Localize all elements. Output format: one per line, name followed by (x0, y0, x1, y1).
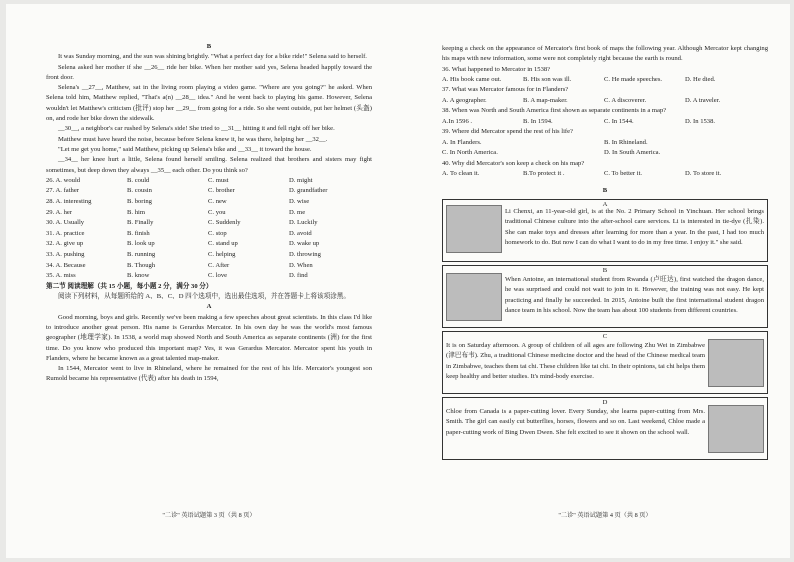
option-row: C. In North America. D. In South America. (442, 149, 661, 157)
photo-tai-chi (708, 339, 764, 387)
box-label: B (602, 266, 608, 274)
question-text: 36. What happened to Mercator in 1538? (442, 65, 551, 73)
passage-paragraph: Matthew must have heard the noise, because before Selena knew it, he was there, helping her __32__. (58, 135, 328, 143)
passage-continuation: keeping a check on the appearance of Mercator's first book of maps the following year. Although Mercator kept changing his maps with new information, some were not completely right because the earth is round. (442, 45, 768, 63)
exam-sheet (6, 4, 790, 558)
box-text: It is on Saturday afternoon. A group of children of all ages are following Zhu Wei in Zimbabwe (津巴布韦). Zhu, a traditional Chinese medicine doctor and the head of the Chinese medical team in Zimbabwe, teaches them tai chi. These children like tai chi. In their opinions, tai chi helps them keep healthy and better studies. It's mind-body exercise. (446, 341, 705, 380)
right-page (442, 4, 768, 519)
page-footer: "二诊" 英语试题第 4 页（共 8 页） (558, 512, 652, 519)
option-row: A. To clean it. B.To protect it . C. To better it. D. To store it. (442, 170, 722, 178)
question-text: 40. Why did Mercator's son keep a check on his map? (442, 159, 585, 167)
left-page (46, 4, 372, 519)
option-row: A. In Flanders. B. In Rhineland. (442, 138, 648, 146)
passage-paragraph: "Let me get you home," said Matthew, picking up Selena's bike and __33__ it toward the house. (58, 145, 312, 153)
passage-paragraph: Selena's __27__, Matthew, sat in the living room playing a video game. "Where are you going?" he asked. When Selena told him, Matthew replied, "That's a(n) __28__ idea." And he went back to playing his game. However, Selena wouldn't let Matthew's criticism (批评) stop her __29__ from going for a ride. So she went outside, put her helmet (头盔) on, and rode her bike down the sidewalk. (46, 84, 372, 123)
option-row: 29. A. her B. him C. you D. me (46, 208, 306, 216)
option-row: 34. A. Because B. Though C. After D. When (46, 261, 313, 269)
photo-dragon-dance (446, 273, 502, 321)
reading-box-c (442, 331, 768, 394)
reading-paragraph: Good morning, boys and girls. Recently we've been making a few speeches about great scientists. In this class I'd like to introduce another great person. His name is Gerardus Mercator. In his own day he was the world's most famous geographer (地理学家). In 1538, a world map showed North and South America as separate continents (洲) for the first time. Do you know who produced this important map? Yes, it was Gerardus Mercator. Mercator spent his youth in Flanders, where he became known as a great talented map-maker. (46, 313, 372, 362)
option-row: 32. A. give up B. look up C. stand up D. wake up (46, 240, 320, 248)
box-text: When Antoine, an international student from Rwanda (卢旺达), first watched the dragon dance, he was surprised and could not wait to join in it. However, the training was not easy. He kept practicing and finally he succeeded. In 2015, Antoine built the first international student dragon dance team in his school. Now the team has about 100 students from different countries. (505, 275, 764, 314)
option-row: 35. A. miss B. know C. love D. find (46, 272, 308, 280)
option-row: A.In 1596 . B. In 1594. C. In 1544. D. In 1538. (442, 117, 716, 125)
cloze-options (46, 176, 372, 282)
option-row: 30. A. Usually B. Finally C. Suddenly D. Luckily (46, 219, 318, 227)
section-heading-a: A (206, 303, 212, 311)
reading-paragraph: In 1544, Mercator went to live in Rhineland, where he remained for the rest of his life. Mercator's youngest son Rumold became his representative (代表) after his death in 1594, (46, 365, 372, 383)
passage-paragraph: __30__, a neighbor's car rushed by Selena's side! She tried to __31__ hitting it and fell right off her bike. (58, 125, 335, 133)
option-row: 33. A. pushing B. running C. helping D. throwing (46, 251, 321, 259)
question-text: 37. What was Mercator famous for in Flanders? (442, 86, 569, 94)
reading-box-d (442, 397, 768, 460)
box-label: A (602, 200, 608, 208)
option-row: 28. A. interesting B. boring C. new D. wise (46, 198, 310, 206)
option-row: A. His book came out. B. His son was ill. C. He made speeches. D. He died. (442, 75, 716, 83)
part-heading: 第二节 阅读理解（共 15 小题，每小题 2 分，满分 30 分） (46, 282, 213, 290)
page-footer: "二诊" 英语试题第 3 页（共 8 页） (162, 512, 256, 519)
question-text: 39. Where did Mercator spend the rest of his life? (442, 128, 573, 136)
photo-paper-cutting (708, 405, 764, 453)
reading-box-a (442, 199, 768, 262)
passage-paragraph: Selena asked her mother if she __26__ ride her bike. When her mother said yes, Selena headed happily toward the front door. (46, 63, 372, 81)
section-heading-b: B (602, 186, 608, 194)
option-row: A. A geographer. B. A map-maker. C. A discoverer. D. A traveler. (442, 96, 721, 104)
passage-paragraph: It was Sunday morning, and the sun was shining brightly. "What a perfect day for a bike ride!" Selena said to herself. (58, 53, 367, 61)
section-heading-b: B (206, 43, 212, 50)
box-text: Li Chenxi, an 11-year-old girl, is at the No. 2 Primary School in Yinchuan. Her school brings traditional Chinese culture into the after-school care services. Li is interested in tie-dye (扎染). She can make toys and dresses after learning for more than a year. In the past, I had too much homework to do. But now I can do what I want to do in my free time. I enjoy it." she said. (505, 207, 764, 246)
question-text: 38. When was North and South America first shown as separate continents in a map? (442, 107, 667, 115)
box-label: C (602, 332, 608, 340)
option-row: 26. A. would B. could C. must D. might (46, 176, 313, 184)
box-label: D (602, 398, 608, 406)
photo-tie-dye (446, 205, 502, 253)
question-block (442, 65, 768, 180)
reading-box-b (442, 265, 768, 328)
part-instruction: 阅读下列材料，从每题所给的 A、B、C、D 四个选项中，选出最佳选项，并在答题卡上将该项涂黑。 (58, 293, 350, 301)
passage-paragraph: __34__ her knee hurt a little, Selena found herself smiling. Selena realized that brothers and sisters may fight sometimes, but deep down they always __35__ each other. Do you think so? (46, 156, 372, 174)
box-text: Chloe from Canada is a paper-cutting lover. Every Sunday, she learns paper-cutting from Mrs. Smith. The girl can easily cut butterflies, horses, flowers and so on. Last weekend, Chloe made a paper-cutting work of Bing Dwen Dwen. She felt excited to see it shown on the school wall. (446, 407, 705, 436)
option-row: 27. A. father B. cousin C. brother D. grandfather (46, 187, 328, 195)
option-row: 31. A. practice B. finish C. stop D. avoid (46, 229, 312, 237)
